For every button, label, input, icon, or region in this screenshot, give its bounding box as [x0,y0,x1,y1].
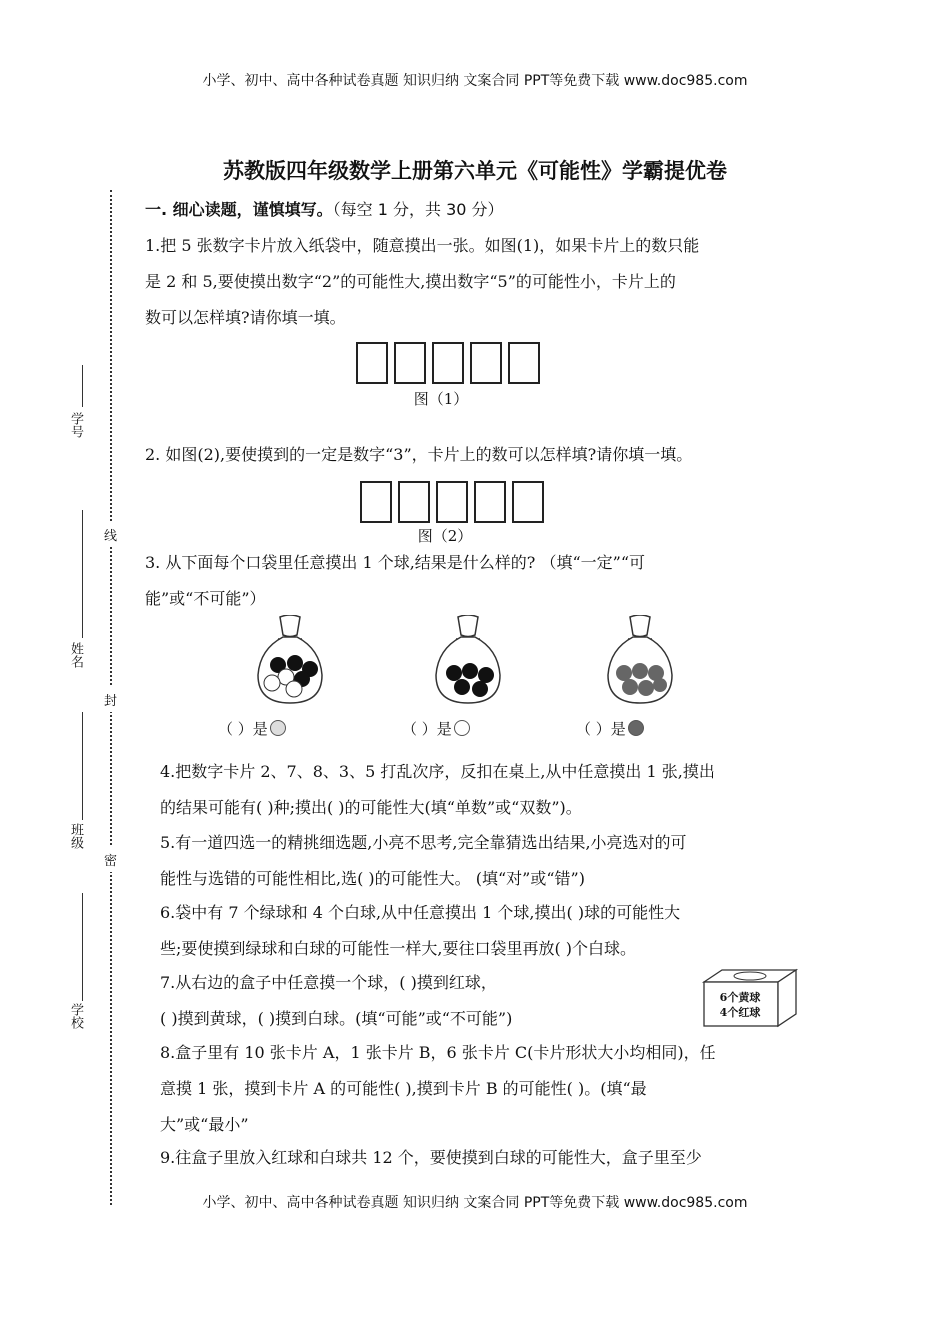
school-label: 学校 [68,1003,83,1029]
card-slot[interactable] [394,342,426,384]
q8-line: 8.盒子里有 10 张卡片 A，1 张卡片 B，6 张卡片 C(卡片形状大小均相同)，任 [160,1043,716,1062]
question-7 [160,965,720,1037]
box-label-red: 4个红球 [719,1006,761,1019]
name-label: 姓名 [68,642,83,668]
section-heading [145,197,504,220]
white-ball-icon [454,720,470,736]
q6-line: 些;要使摸到绿球和白球的可能性一样大,要往口袋里再放( )个白球。 [160,939,637,958]
q7-line: 7.从右边的盒子中任意摸一个球，( )摸到红球， [160,973,497,992]
q8-line: 意摸 1 张，摸到卡片 A 的可能性( ),摸到卡片 B 的可能性( )。(填“最 [160,1079,647,1098]
q1-line: 1.把 5 张数字卡片放入纸袋中，随意摸出一张。如图(1)，如果卡片上的数只能 [145,236,700,255]
question-5 [160,825,820,897]
card-slot[interactable] [474,481,506,523]
q3-option-text: （ ）是 [218,720,268,738]
bag-3-image [600,615,680,707]
q3-option-1 [218,718,286,739]
q3-option-2 [402,718,470,739]
figure-2-cards [360,481,544,523]
card-slot[interactable] [432,342,464,384]
q5-line: 能性与选错的可能性相比,选( )的可能性大。 (填“对”或“错”) [160,869,585,888]
question-3 [145,545,825,617]
q8-line: 大”或“最小” [160,1115,249,1134]
q5-line: 5.有一道四选一的精挑细选题,小亮不思考,完全靠猜选出结果,小亮选对的可 [160,833,687,852]
question-4 [160,754,820,826]
section-note: （每空 1 分，共 30 分） [332,200,504,219]
card-slot[interactable] [436,481,468,523]
bag-2-image [428,615,508,707]
section-title: 一. 细心读题，谨慎填写。 [145,200,333,219]
page-title: 苏教版四年级数学上册第六单元《可能性》学霸提优卷 [223,159,727,183]
q4-line: 4.把数字卡片 2、7、8、3、5 打乱次序，反扣在桌上,从中任意摸出 1 张,摸出 [160,762,715,781]
card-slot[interactable] [470,342,502,384]
card-slot[interactable] [356,342,388,384]
class-field[interactable] [82,712,83,820]
figure-1-cards [356,342,540,384]
q3-option-text: （ ）是 [402,720,452,738]
q3-line: 3. 从下面每个口袋里任意摸出 1 个球,结果是什么样的? （填“一定”“可 [145,553,645,572]
q1-line: 数可以怎样填?请你填一填。 [145,308,346,327]
question-1 [145,228,825,336]
name-field[interactable] [82,510,83,638]
q4-line: 的结果可能有( )种;摸出( )的可能性大(填“单数”或“双数”)。 [160,798,582,817]
figure-2-caption: 图（2） [417,527,473,545]
dark-ball-icon [628,720,644,736]
student-id-label: 学号 [68,412,83,438]
card-slot[interactable] [360,481,392,523]
box-labels [707,990,773,1020]
card-slot[interactable] [512,481,544,523]
class-label: 班级 [68,823,83,849]
q1-line: 是 2 和 5,要使摸出数字“2”的可能性大,摸出数字“5”的可能性小，卡片上的 [145,272,676,291]
margin-label-seal: 封 [104,687,117,712]
bag-1-image [250,615,330,707]
question-8 [160,1035,820,1143]
question-6 [160,895,820,967]
page-footer: 小学、初中、高中各种试卷真题 知识归纳 文案合同 PPT等免费下载 www.doc985.com [202,1195,748,1211]
q7-line: ( )摸到黄球，( )摸到白球。(填“可能”或“不可能”) [160,1009,513,1028]
card-slot[interactable] [398,481,430,523]
page-header: 小学、初中、高中各种试卷真题 知识归纳 文案合同 PPT等免费下载 www.doc985.com [202,73,748,89]
school-field[interactable] [82,893,83,1001]
q6-line: 6.袋中有 7 个绿球和 4 个白球,从中任意摸出 1 个球,摸出( )球的可能性大 [160,903,681,922]
card-slot[interactable] [508,342,540,384]
margin-label-secret: 密 [104,847,117,872]
question-9: 9.往盒子里放入红球和白球共 12 个，要使摸到白球的可能性大，盒子里至少 [160,1148,702,1167]
figure-1-caption: 图（1） [413,390,469,408]
box-label-yellow: 6个黄球 [719,991,761,1004]
margin-label-line: 线 [104,522,117,547]
q3-line: 能”或“不可能”） [145,589,266,608]
q3-option-text: （ ）是 [576,720,626,738]
student-id-field[interactable] [82,365,83,407]
grey-ball-icon [270,720,286,736]
question-2: 2. 如图(2),要使摸到的一定是数字“3”，卡片上的数可以怎样填?请你填一填。 [145,445,693,464]
q3-option-3 [576,718,644,739]
